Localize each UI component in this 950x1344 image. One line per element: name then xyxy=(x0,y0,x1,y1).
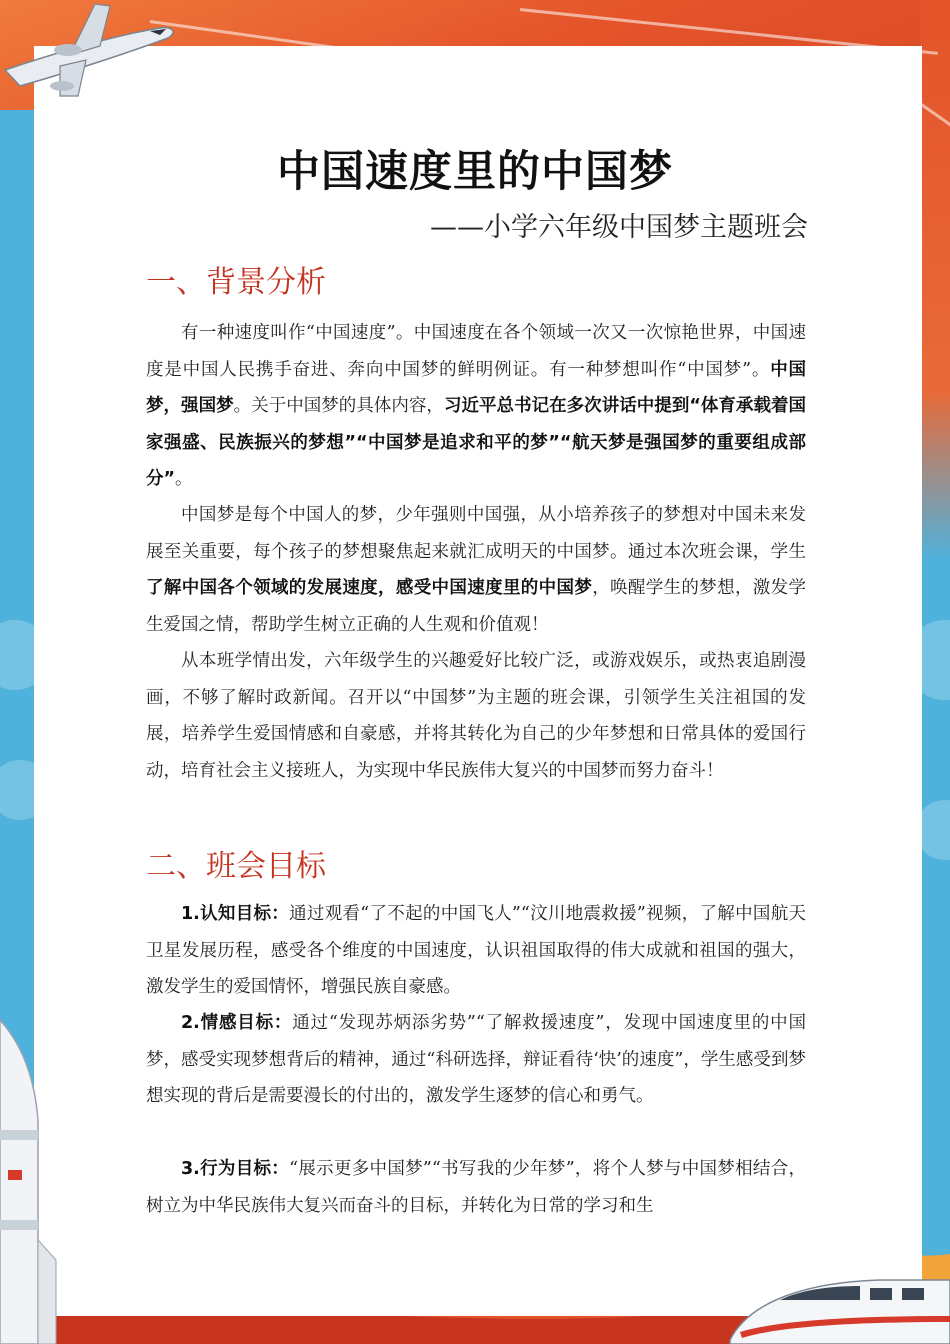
bold-text-run: 了解中国各个领域的发展速度，感受中国速度里的中国梦 xyxy=(146,578,593,598)
bold-text-run: 中国梦，强国梦 xyxy=(146,359,807,416)
text-run: 。 xyxy=(175,469,193,489)
section-heading-goals: 二、班会目标 xyxy=(146,849,326,884)
rocket-icon xyxy=(0,1010,60,1344)
text-run: 中国梦是每个中国人的梦，少年强则中国强，从小培养孩子的梦想对中国未来发展至关重要，每个孩子的梦想聚焦起来就汇成明天的中国梦。通过本次班会课，学生 xyxy=(146,505,806,562)
bold-text-run: 习近平总书记在多次讲话中提到“体育承载着国家强盛、民族振兴的梦想”“中国梦是追求和平的梦”“航天梦是强国梦的重要组成部分” xyxy=(146,396,807,489)
text-run: 从本班学情出发，六年级学生的兴趣爱好比较广泛，或游戏娱乐，或热衷追剧漫画，不够了解时政新闻。召开以“中国梦”为主题的班会课，引领学生关注祖国的发展，培养学生爱国情感和自豪感，并将其转化为自己的少年梦想和日常具体的爱国行动，培育社会主义接班人，为实现中华民族伟大复兴的中国梦而努力奋斗！ xyxy=(146,651,806,781)
text-run: 有一种速度叫作“中国速度”。中国速度在各个领域一次又一次惊艳世界，中国速度是中国人民携手奋进、奔向中国梦的鲜明例证。有一种梦想叫作“中国梦”。 xyxy=(146,323,806,380)
bold-text-run: 3.行为目标： xyxy=(181,1159,290,1179)
section-heading-background: 一、背景分析 xyxy=(146,265,326,300)
paragraph xyxy=(146,643,806,789)
page-title: 中国速度里的中国梦 xyxy=(277,147,673,197)
bold-text-run: 2.情感目标： xyxy=(181,1013,293,1033)
right-orange-stripe xyxy=(920,0,950,560)
airplane-icon xyxy=(0,0,180,100)
text-run: ，唤醒学生的梦想，激发学生爱国之情，帮助学生树立正确的人生观和价值观！ xyxy=(146,578,807,635)
paragraph xyxy=(146,497,806,643)
text-run: 。关于中国梦的具体内容， xyxy=(233,396,444,416)
paragraph xyxy=(146,1005,806,1115)
text-run: “展示更多中国梦”“书写我的少年梦”，将个人梦与中国梦相结合，树立为中华民族伟大复兴而奋斗的目标，并转化为日常的学习和生 xyxy=(146,1159,806,1216)
paragraph xyxy=(146,1151,806,1224)
text-run: 通过“发现苏炳添劣势”“了解救援速度”，发现中国速度里的中国梦，感受实现梦想背后的精神，通过“科研选择，辩证看待‘快’的速度”，学生感受到梦想实现的背后是需要漫长的付出的，激发学生逐梦的信心和勇气。 xyxy=(146,1013,806,1106)
high-speed-train-icon xyxy=(720,1270,950,1344)
page-subtitle: ——小学六年级中国梦主题班会 xyxy=(430,212,808,243)
text-run: 通过观看“了不起的中国飞人”“汶川地震救援”视频，了解中国航天卫星发展历程，感受各个维度的中国速度，认识祖国取得的伟大成就和祖国的强大，激发学生的爱国情怀，增强民族自豪感。 xyxy=(146,904,806,997)
paragraph xyxy=(146,896,806,1006)
paragraph xyxy=(146,315,806,498)
bold-text-run: 1.认知目标： xyxy=(181,904,290,924)
